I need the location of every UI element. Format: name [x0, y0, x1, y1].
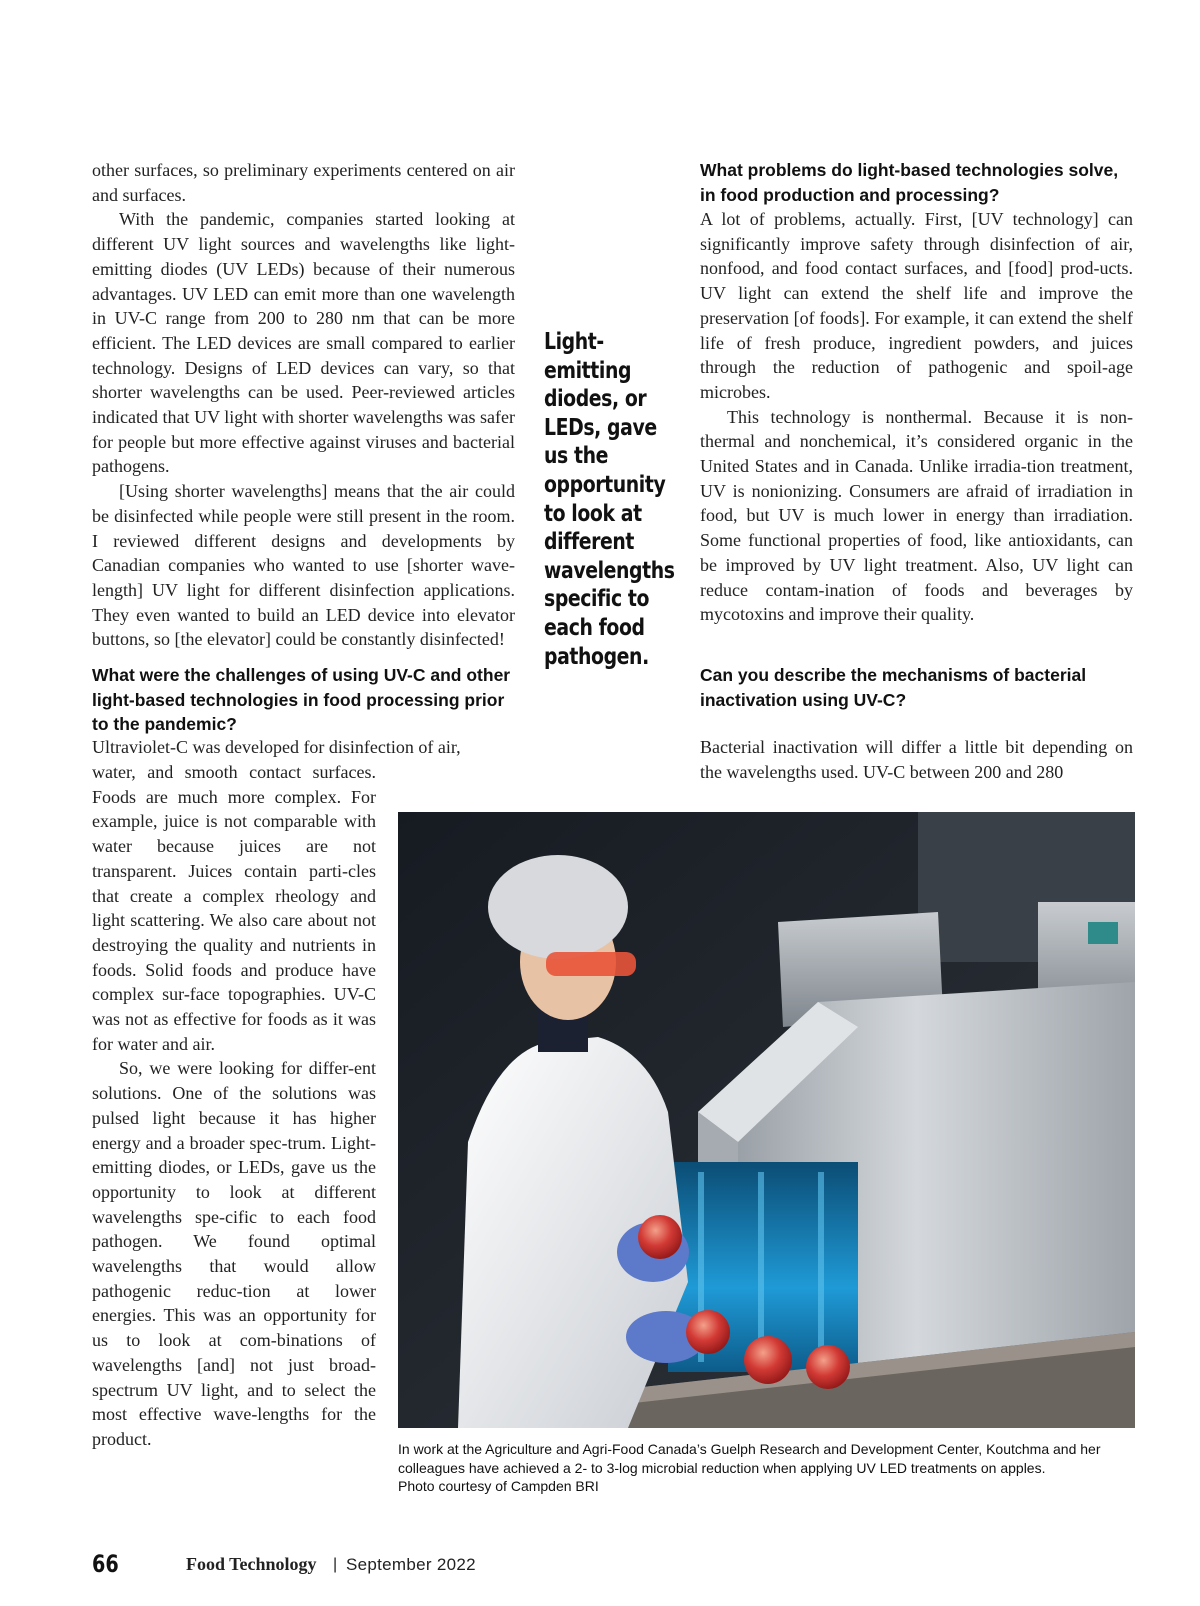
- paragraph: [Using shorter wavelengths] means that the air could be disinfected while people were still present in the room. I reviewed different designs and developments by Canadian companies who wanted to use [shorter wave-length] UV light for different disinfection applications. They even wanted to build an LED device into elevator buttons, so [the elevator] could be constantly disinfected!: [92, 481, 515, 650]
- photo-credit: Photo courtesy of Campden BRI: [398, 1478, 599, 1495]
- photo-illustration: [398, 812, 1135, 1428]
- paragraph: water, and smooth contact surfaces. Foods are much more complex. For example, juice is not comparable with water because juices are not transparent. Juices contain parti-cles that create a complex rheology and light scattering. We also care about not destroying the quality and nutrients in foods. Solid foods and produce have complex sur-face topographies. UV-C was not as effective for foods as it was for water and air.: [92, 762, 376, 1054]
- paragraph: A lot of problems, actually. First, [UV technology] can significantly improve safety through disinfection of air, nonfood, and food contact surfaces, and [food] prod-ucts. UV light can extend the shelf life and improve the preservation [of foods]. For example, it can extend the shelf life of fresh produce, ingredient powders, and juices through the reduction of pathogenic and spoil-age microbes.: [700, 209, 1133, 402]
- caption-text: In work at the Agriculture and Agri-Food Canada’s Guelph Research and Development Center, Koutchma and her colleagues have achieved a 2- to 3-log microbial reduction when applying UV LED treatments on apples.: [398, 1441, 1101, 1476]
- section-heading-challenges: What were the challenges of using UV-C and other light-based technologies in food processing prior to the pandemic?: [92, 665, 511, 734]
- photo-caption: [398, 1440, 1138, 1496]
- right-column-upper: [700, 207, 1133, 627]
- paragraph: other surfaces, so preliminary experiments centered on air and surfaces.: [92, 160, 515, 205]
- pull-quote: Light-emitting diodes, or LEDs, gave us the opportunity to look at different wavelengths specific to each food pathogen.: [544, 329, 675, 670]
- issue-date: September 2022: [346, 1555, 476, 1574]
- footer-separator: |: [333, 1556, 338, 1573]
- left-column-lead: [92, 735, 515, 760]
- left-column-narrow: [92, 760, 376, 1452]
- section-heading-mechanisms: Can you describe the mechanisms of bacterial inactivation using UV-C?: [700, 665, 1087, 710]
- paragraph: So, we were looking for differ-ent solutions. One of the solutions was pulsed light because it has higher energy and a broader spec-trum. Light-emitting diodes, or LEDs, gave us the opportunity to look at different wavelengths spe-cific to each food pathogen. We found optimal wavelengths that would allow pathogenic reduc-tion at lower energies. This was an opportunity for us to look at com-binations of wavelengths [and] not just broad-spectrum UV light, and to select the most effective wave-lengths for the product.: [92, 1058, 376, 1449]
- magazine-name: Food Technology: [186, 1554, 317, 1574]
- paragraph-lead: Ultraviolet-C was developed for disinfection of air,: [92, 737, 461, 757]
- paragraph: This technology is nonthermal. Because it is non-thermal and nonchemical, it’s considered organic in the United States and in Canada. Unlike irradia-tion treatment, UV is nonionizing. Consumers are afraid of irradiation in food, but UV is much lower in energy than irradiation. Some functional properties of food, like antioxidants, can be improved by UV light treatment. Also, UV light can reduce contam-ination of foods and beverages by mycotoxins and improve their quality.: [700, 406, 1133, 625]
- paragraph: Bacterial inactivation will differ a little bit depending on the wavelengths used. UV-C between 200 and 280: [700, 737, 1133, 782]
- apple-uv-treatment-photo: [398, 812, 1135, 1428]
- paragraph: With the pandemic, companies started looking at different UV light sources and wavelengths like light-emitting diodes (UV LEDs) because of their numerous advantages. UV LED can emit more than one wavelength in UV-C range from 200 to 280 nm that can be more efficient. The LED devices are small compared to earlier technology. Designs of LED devices can vary, so that shorter wavelengths can be used. Peer-reviewed articles indicated that UV light with shorter wavelengths was safer for people but more effective against viruses and bacterial pathogens.: [92, 209, 515, 477]
- left-column-upper: [92, 158, 515, 652]
- right-column-lower: [700, 735, 1133, 784]
- page-number: 66: [92, 1550, 119, 1578]
- section-heading-problems: What problems do light-based technologies solve, in food production and processing?: [700, 160, 1119, 205]
